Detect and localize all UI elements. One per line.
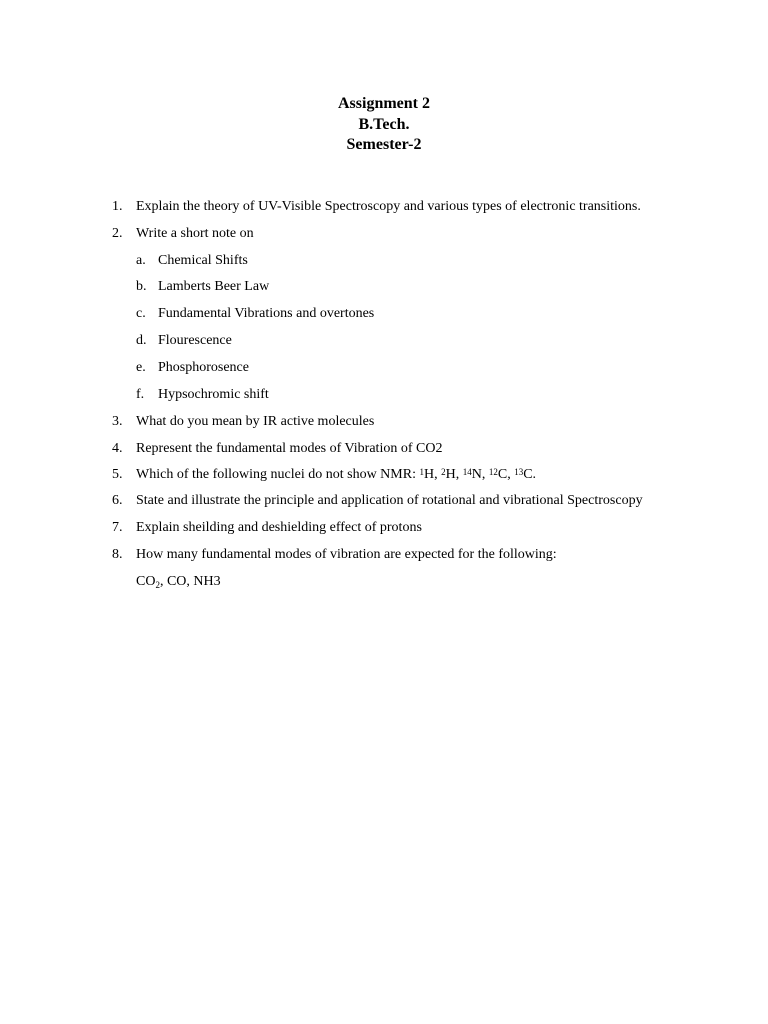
- element-symbol: N: [471, 467, 482, 482]
- formula-rest: , CO, NH3: [159, 574, 221, 589]
- mass-number: 14: [462, 467, 472, 477]
- separator: ,: [455, 467, 463, 482]
- sub-item-letter: f.: [136, 387, 145, 402]
- element-symbol: C: [523, 467, 533, 482]
- separator: ,: [434, 467, 442, 482]
- mass-number: 12: [488, 467, 498, 477]
- separator: .: [532, 467, 537, 482]
- question-text: How many fundamental modes of vibration are expected for the following:: [136, 547, 557, 562]
- program-name: B.Tech.: [358, 115, 410, 133]
- sub-item-letter: a.: [136, 253, 146, 268]
- question-number: 3.: [112, 414, 123, 429]
- nucleus: [441, 467, 463, 482]
- sub-item-letter: e.: [136, 360, 146, 375]
- question-text: Represent the fundamental modes of Vibration of CO2: [136, 441, 443, 456]
- mass-number: 1: [419, 467, 424, 477]
- question-text-main: Which of the following nuclei do not show NMR:: [136, 467, 420, 482]
- question-number: 5.: [112, 467, 123, 482]
- separator: ,: [481, 467, 489, 482]
- sub-item-text: Hypsochromic shift: [158, 387, 269, 402]
- question-text: What do you mean by IR active molecules: [136, 414, 375, 429]
- semester-label: Semester-2: [346, 136, 422, 153]
- question-text: State and illustrate the principle and application of rotational and vibrational Spectroscopy: [136, 493, 643, 508]
- question-number: 7.: [112, 520, 123, 535]
- separator: ,: [507, 467, 515, 482]
- molecule-list: [136, 573, 221, 591]
- sub-item-letter: c.: [136, 306, 146, 321]
- formula-base: CO: [136, 574, 156, 589]
- sub-item-text: Phosphorosence: [158, 360, 249, 375]
- sub-item-text: Fundamental Vibrations and overtones: [158, 306, 375, 321]
- question-number: 8.: [112, 547, 123, 562]
- mass-number: 2: [441, 467, 446, 477]
- sub-item-text: Flourescence: [158, 333, 232, 348]
- question-number: 4.: [112, 441, 123, 456]
- question-text: Explain the theory of UV-Visible Spectroscopy and various types of electronic transitions.: [136, 199, 641, 214]
- question-number: 1.: [112, 199, 123, 214]
- nucleus: [489, 467, 514, 482]
- mass-number: 13: [514, 467, 524, 477]
- sub-item-letter: b.: [136, 279, 147, 294]
- question-text: Write a short note on: [136, 226, 254, 241]
- element-symbol: C: [497, 467, 508, 482]
- question-text: [136, 466, 536, 484]
- question-number: 2.: [112, 226, 123, 241]
- nucleus: [514, 467, 536, 482]
- sub-item-letter: d.: [136, 333, 147, 348]
- sub-item-text: Lamberts Beer Law: [158, 279, 270, 294]
- element-symbol: H: [445, 467, 456, 482]
- nucleus: [419, 467, 441, 482]
- sub-item-text: Chemical Shifts: [158, 253, 248, 268]
- element-symbol: H: [423, 467, 435, 482]
- question-number: 6.: [112, 493, 123, 508]
- assignment-title: Assignment 2: [337, 95, 430, 112]
- nucleus: [463, 467, 489, 482]
- question-text: Explain sheilding and deshielding effect of protons: [136, 520, 422, 535]
- formula-subscript: 2: [155, 580, 160, 590]
